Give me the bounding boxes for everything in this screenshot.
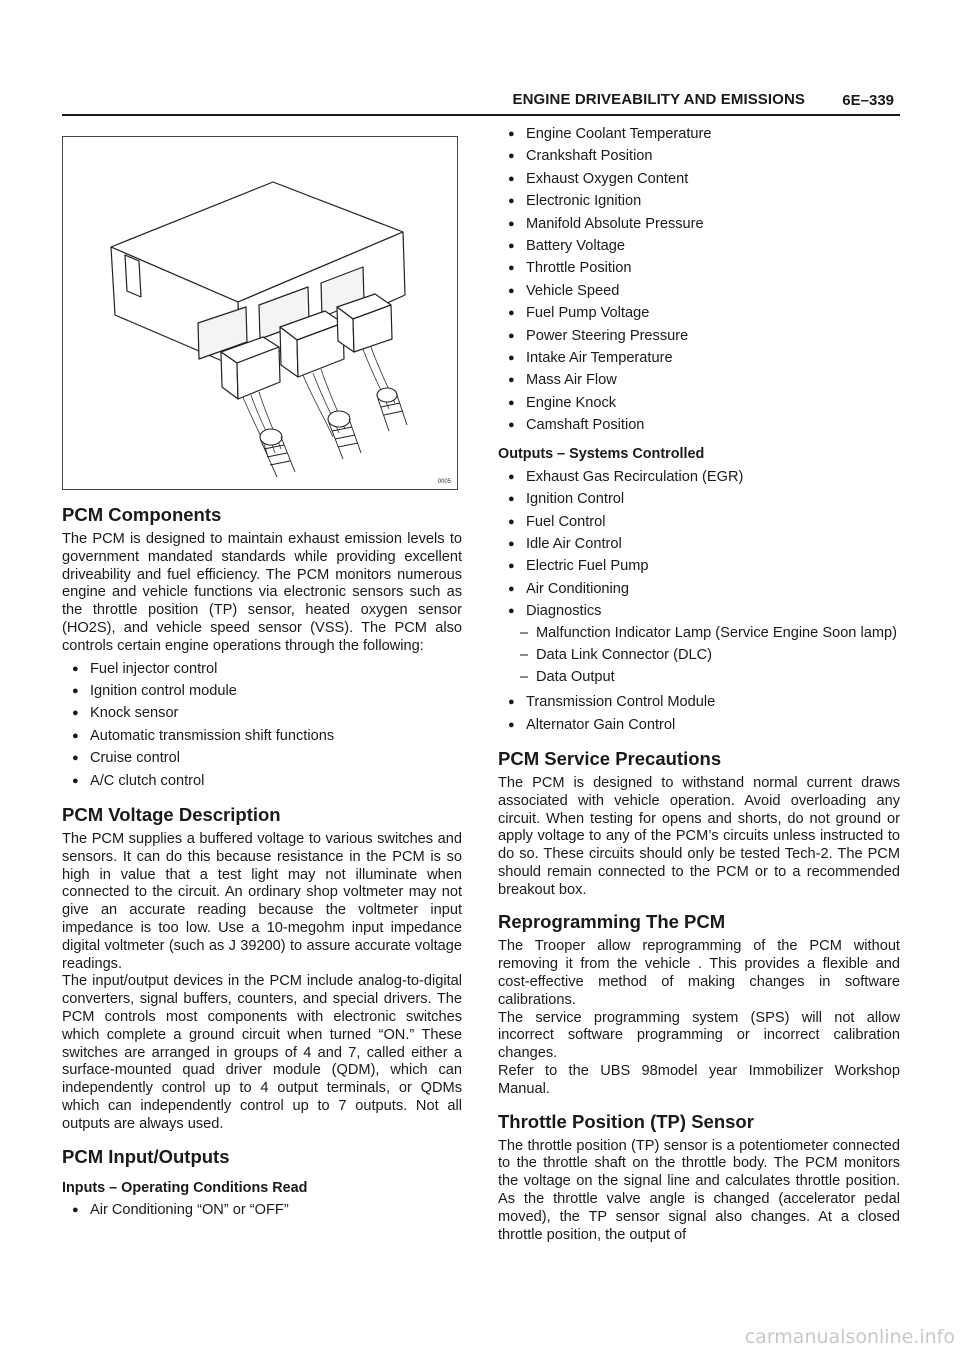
list-item	[62, 747, 462, 769]
list-item-text: Exhaust Oxygen Content	[526, 170, 689, 187]
inputs-list	[62, 1199, 462, 1221]
outputs-label: Outputs – Systems Controlled	[498, 445, 705, 462]
list-item	[62, 658, 462, 680]
list-item	[498, 123, 900, 145]
list-item-text: Idle Air Control	[526, 535, 622, 552]
list-item-text: Cruise control	[90, 750, 181, 767]
bullet-icon: ●	[508, 172, 515, 185]
list-item-text: Alternator Gain Control	[526, 716, 676, 733]
list-item-text: Electronic Ignition	[526, 193, 642, 210]
list-item	[498, 647, 900, 665]
bullet-icon: ●	[508, 560, 515, 573]
pcm-controls-list	[62, 658, 462, 792]
list-item-text: Manifold Absolute Pressure	[526, 215, 704, 232]
list-item	[498, 257, 900, 279]
heading-pcm-components: PCM Components	[62, 504, 222, 525]
list-item-text: Electric Fuel Pump	[526, 558, 649, 575]
list-item	[498, 168, 900, 190]
bullet-icon: ●	[72, 707, 79, 720]
heading-service-precautions: PCM Service Precautions	[498, 747, 722, 769]
bullet-icon: ●	[508, 515, 515, 528]
heading-pcm-voltage: PCM Voltage Description	[62, 804, 281, 826]
list-item-text: Engine Coolant Temperature	[526, 126, 712, 142]
list-item-text: Battery Voltage	[526, 238, 625, 255]
list-item-text: Ignition Control	[526, 491, 625, 508]
bullet-icon: ●	[508, 195, 515, 208]
bullet-icon: ●	[508, 217, 515, 230]
bullet-icon: ●	[508, 307, 515, 320]
list-item	[498, 280, 900, 302]
list-item	[498, 533, 900, 555]
list-item-text: Camshaft Position	[526, 417, 645, 434]
list-item-text: Ignition control module	[90, 682, 237, 699]
pcm-illustration	[63, 137, 457, 489]
list-item-text: Intake Air Temperature	[526, 350, 673, 367]
list-item-text: A/C clutch control	[90, 772, 205, 789]
list-item-text: Automatic transmission shift functions	[90, 727, 335, 744]
bullet-icon: ●	[508, 582, 515, 595]
list-item	[498, 691, 900, 713]
dash-icon: –	[520, 646, 529, 663]
bullet-icon: ●	[508, 419, 515, 432]
list-item-text: Transmission Control Module	[526, 694, 716, 711]
bullet-icon: ●	[508, 240, 515, 253]
list-item	[498, 392, 900, 414]
bullet-icon: ●	[72, 729, 79, 742]
section-title: ENGINE DRIVEABILITY AND EMISSIONS	[512, 91, 805, 108]
figure-label: 0005	[437, 479, 451, 485]
bullet-icon: ●	[508, 284, 515, 297]
list-item	[498, 555, 900, 577]
diagnostics-sublist	[498, 625, 900, 687]
heading-pcm-io: PCM Input/Outputs	[62, 1145, 230, 1167]
list-item-text: Crankshaft Position	[526, 148, 653, 165]
list-item-text: Data Link Connector (DLC)	[536, 646, 713, 663]
list-item	[62, 725, 462, 747]
bullet-icon: ●	[508, 352, 515, 365]
list-item-text: Vehicle Speed	[526, 282, 620, 299]
bullet-icon: ●	[508, 605, 515, 618]
inputs-label: Inputs – Operating Conditions Read	[62, 1179, 308, 1196]
list-item	[498, 347, 900, 369]
list-item-text: Diagnostics	[526, 603, 602, 620]
outputs-list	[498, 466, 900, 623]
heading-reprogramming: Reprogramming The PCM	[498, 911, 726, 933]
reprogramming-paragraph-1: The Trooper allow reprogramming of the PCM without removing it from the vehicle . This provides a flexible and cost-effective method of making changes in software calibrations.	[498, 938, 900, 1008]
bullet-icon: ●	[508, 396, 515, 409]
tp-sensor-paragraph: The throttle position (TP) sensor is a potentiometer connected to the throttle shaft on the throttle body. The PCM monitors the voltage on the signal line and calculates throttle position. As the throttle valve angle is changed (accelerator pedal moved), the TP sensor signal also changes. At a closed throttle position, the output of	[498, 1137, 900, 1243]
bullet-icon: ●	[508, 150, 515, 163]
list-item	[498, 600, 900, 622]
list-item-text: Power Steering Pressure	[526, 327, 689, 344]
list-item-text: Fuel Pump Voltage	[526, 305, 650, 322]
bullet-icon: ●	[508, 718, 515, 731]
pcm-components-paragraph: The PCM is designed to maintain exhaust emission levels to government mandated standards while providing excellent driveability and fuel efficiency. The PCM monitors numerous engine and vehicle functions via electronic sensors such as the throttle position (TP) sensor, heated oxygen sensor (HO2S), and vehicle speed sensor (VSS). The PCM also controls certain engine operations through the following:	[62, 531, 462, 654]
bullet-icon: ●	[72, 662, 79, 675]
bullet-icon: ●	[508, 537, 515, 550]
heading-tp-sensor: Throttle Position (TP) Sensor	[498, 1110, 754, 1132]
bullet-icon: ●	[508, 262, 515, 275]
list-item-text: Air Conditioning “ON” or “OFF”	[90, 1201, 289, 1218]
list-item-text: Malfunction Indicator Lamp (Service Engine Soon lamp)	[536, 624, 897, 641]
inputs-list-continued	[498, 123, 900, 437]
reprogramming-paragraph-3: Refer to the UBS 98model year Immobilizer Workshop Manual.	[498, 1063, 900, 1097]
dash-icon: –	[520, 624, 529, 641]
page-number: 6E–339	[842, 92, 894, 109]
list-item-text: Throttle Position	[526, 260, 632, 277]
list-item	[62, 680, 462, 702]
list-item-text: Engine Knock	[526, 394, 617, 411]
list-item-text: Exhaust Gas Recirculation (EGR)	[526, 468, 744, 485]
list-item-text: Data Output	[536, 668, 615, 685]
bullet-icon: ●	[72, 774, 79, 787]
list-item-text: Knock sensor	[90, 705, 179, 722]
bullet-icon: ●	[72, 1203, 79, 1216]
list-item	[62, 1199, 462, 1221]
list-item-text: Fuel Control	[526, 513, 606, 530]
list-item	[498, 325, 900, 347]
list-item-text: Air Conditioning	[526, 580, 630, 597]
header-rule	[62, 114, 900, 116]
list-item	[62, 770, 462, 792]
service-precautions-paragraph: The PCM is designed to withstand normal current draws associated with vehicle operation. Avoid overloading any circuit. When testing for opens and shorts, do not ground or apply voltage to any of the PCM’s circuits unless instructed to do so. These circuits should only be tested Tech-2. The PCM should remain connected to the PCM or to a recommended breakout box.	[498, 774, 900, 898]
list-item	[498, 213, 900, 235]
bullet-icon: ●	[72, 684, 79, 697]
list-item	[498, 145, 900, 167]
list-item	[498, 578, 900, 600]
bullet-icon: ●	[508, 493, 515, 506]
bullet-icon: ●	[508, 374, 515, 387]
list-item-text: Mass Air Flow	[526, 372, 617, 389]
bullet-icon: ●	[508, 696, 515, 709]
list-item	[498, 235, 900, 257]
outputs-list-2	[498, 691, 900, 736]
watermark: carmanualsonline.info	[744, 1326, 955, 1348]
bullet-icon: ●	[72, 752, 79, 765]
bullet-icon: ●	[508, 128, 515, 140]
left-column	[62, 118, 462, 1221]
list-item	[498, 414, 900, 436]
list-item	[498, 669, 900, 687]
pcm-figure	[62, 136, 458, 490]
list-item	[498, 625, 900, 643]
reprogramming-paragraph-2: The service programming system (SPS) will not allow incorrect software programming or incorrect calibration changes.	[498, 1009, 900, 1062]
list-item	[498, 190, 900, 212]
pcm-voltage-paragraph-2: The input/output devices in the PCM include analog-to-digital converters, signal buffers, counters, and special drivers. The PCM controls most components with electronic switches which complete a ground circuit when turned “ON.” These switches are arranged in groups of 4 and 7, called either a surface-mounted quad driver module (QDM), which can independently control up to 4 output terminals, or QDMs which can independently control up to 7 outputs. Not all outputs are always used.	[62, 973, 462, 1132]
list-item	[62, 702, 462, 724]
list-item	[498, 714, 900, 736]
list-item-text: Fuel injector control	[90, 660, 218, 677]
bullet-icon: ●	[508, 470, 515, 483]
dash-icon: –	[520, 668, 529, 685]
list-item	[498, 466, 900, 488]
bullet-icon: ●	[508, 329, 515, 342]
right-column	[498, 118, 900, 1244]
list-item	[498, 511, 900, 533]
pcm-voltage-paragraph-1: The PCM supplies a buffered voltage to various switches and sensors. It can do this because resistance in the PCM is so high in value that a test light may not illuminate when connected to the circuit. An ordinary shop voltmeter may not give an accurate reading because the voltmeter input impedance is too low. Use a 10-megohm input impedance digital voltmeter (such as J 39200) to assure accurate voltage readings.	[62, 831, 462, 972]
list-item	[498, 369, 900, 391]
list-item	[498, 302, 900, 324]
list-item	[498, 488, 900, 510]
